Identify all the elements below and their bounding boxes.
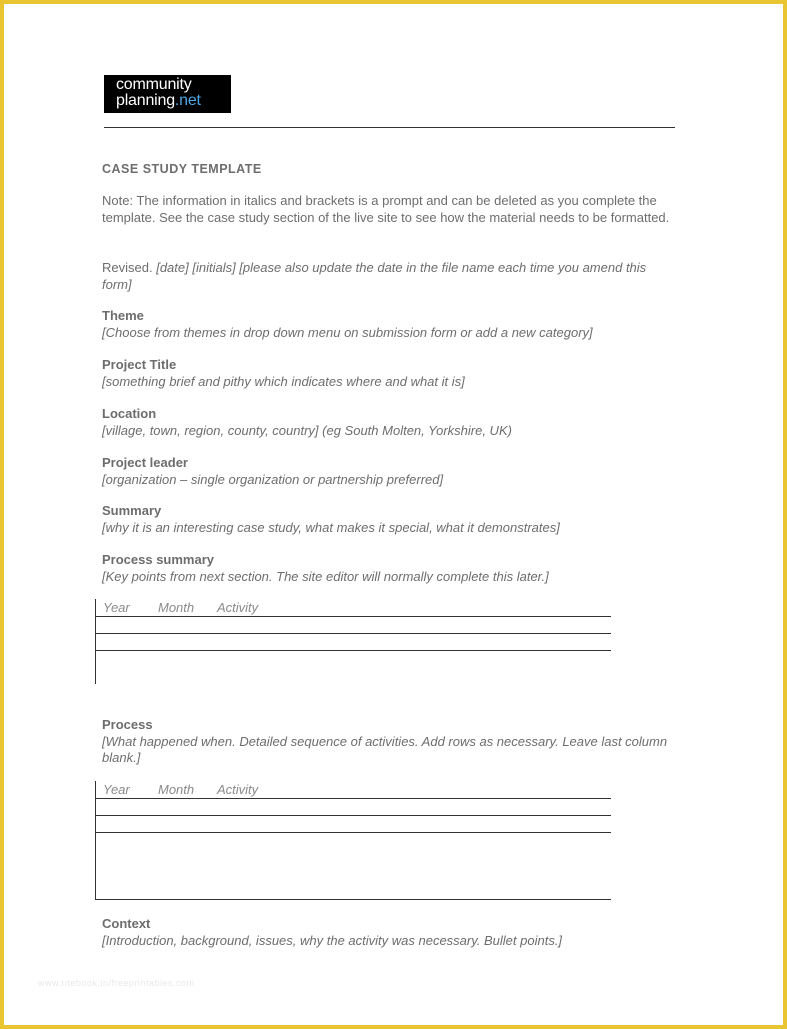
document-title: CASE STUDY TEMPLATE xyxy=(102,162,262,176)
table-bottom-line xyxy=(95,899,611,900)
section-label: Theme xyxy=(102,308,144,323)
section-theme xyxy=(102,308,682,341)
table-row-line xyxy=(95,815,611,816)
logo-line-2-accent: .net xyxy=(174,92,201,109)
section-prompt: [Key points from next section. The site editor will normally complete this later.] xyxy=(102,568,549,584)
process-table xyxy=(95,781,611,900)
section-prompt: [Choose from themes in drop down menu on submission form or add a new category] xyxy=(102,324,593,340)
section-location xyxy=(102,406,682,439)
watermark-text: www.ritebook.in/freeprintables.com xyxy=(38,978,195,988)
section-label: Context xyxy=(102,916,151,931)
section-prompt: [Introduction, background, issues, why the activity was necessary. Bullet points.] xyxy=(102,932,563,948)
section-label: Summary xyxy=(102,503,162,518)
revised-prompt: [date] [initials] [please also update the date in the file name each time you amend this form] xyxy=(102,260,647,292)
section-label: Location xyxy=(102,406,157,421)
section-project-title xyxy=(102,357,682,390)
col-header-year: Year xyxy=(103,782,130,797)
table-row-line xyxy=(95,832,611,833)
col-header-activity: Activity xyxy=(217,600,259,615)
section-project-leader xyxy=(102,455,682,488)
section-label: Project leader xyxy=(102,455,188,470)
section-prompt: [why it is an interesting case study, what makes it special, what it demonstrates] xyxy=(102,519,560,535)
col-header-year: Year xyxy=(103,600,130,615)
section-process-summary xyxy=(102,552,682,585)
col-header-activity: Activity xyxy=(217,782,259,797)
note-paragraph: Note: The information in italics and brackets is a prompt and can be deleted as you complete the template. See the case study section of the live site to see how the material needs to be formatted. xyxy=(102,193,670,225)
section-prompt: [village, town, region, county, country] (eg South Molten, Yorkshire, UK) xyxy=(102,422,512,438)
table-row-line xyxy=(95,650,611,651)
section-context xyxy=(102,916,682,949)
table-row-line xyxy=(95,616,611,617)
table-row-line xyxy=(95,633,611,634)
community-planning-logo xyxy=(104,75,231,113)
section-prompt: [What happened when. Detailed sequence of activities. Add rows as necessary. Leave last column blank.] xyxy=(102,733,668,765)
section-prompt: [organization – single organization or partnership preferred] xyxy=(102,471,444,487)
section-label: Project Title xyxy=(102,357,177,372)
header-rule xyxy=(104,127,675,128)
revised-paragraph xyxy=(102,260,677,293)
section-process xyxy=(102,717,682,767)
section-label: Process xyxy=(102,717,153,732)
col-header-month: Month xyxy=(158,600,195,615)
process-summary-table xyxy=(95,599,611,685)
table-row-line xyxy=(95,798,611,799)
section-prompt: [something brief and pithy which indicates where and what it is] xyxy=(102,373,465,389)
logo-line-2 xyxy=(116,93,231,109)
logo-line-2-main: planning xyxy=(116,92,175,109)
logo-line-1: community xyxy=(116,76,192,93)
col-header-month: Month xyxy=(158,782,195,797)
section-summary xyxy=(102,503,682,536)
revised-label: Revised. xyxy=(102,260,153,275)
section-label: Process summary xyxy=(102,552,215,567)
table-left-border xyxy=(95,599,96,684)
